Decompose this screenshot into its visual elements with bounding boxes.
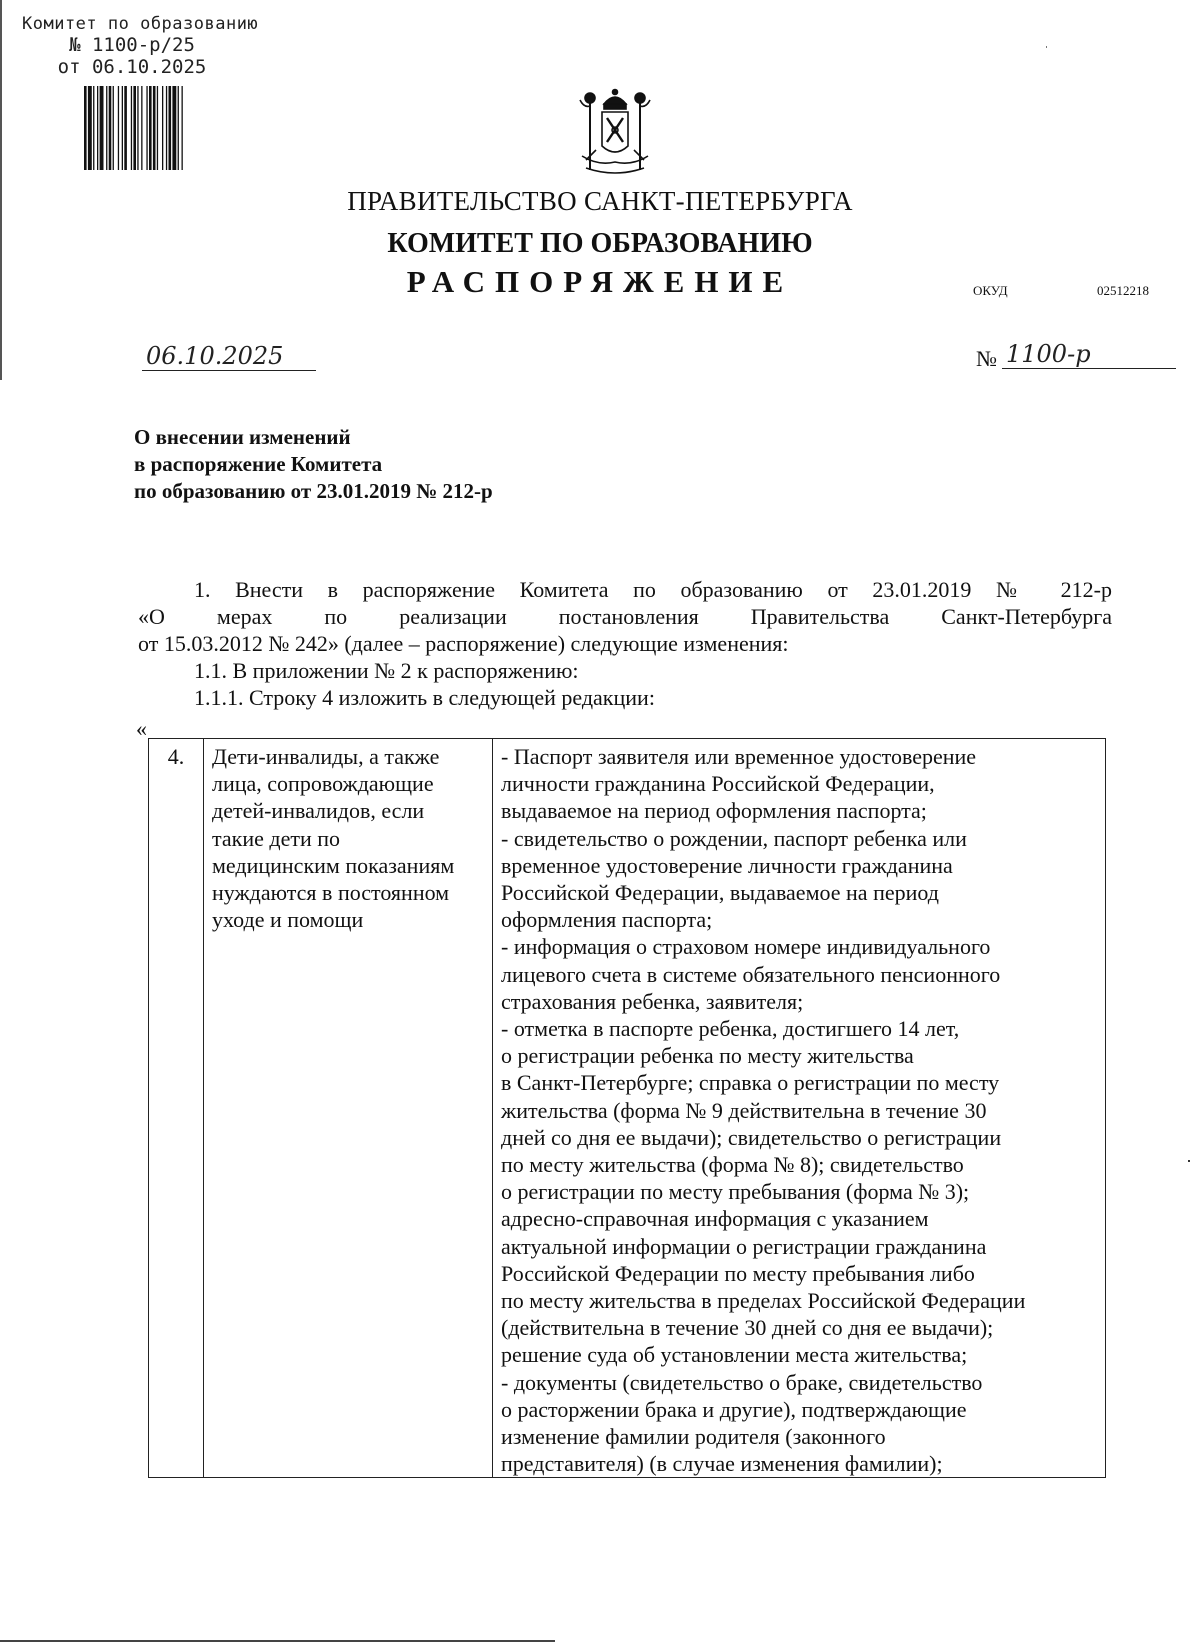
cell-text-line: уходе и помощи: [212, 907, 364, 933]
cell-text-line: дней со дня ее выдачи); свидетельство о регистрации: [501, 1124, 1002, 1150]
barcode-bar: [172, 86, 176, 170]
cell-text-line: изменение фамилии родителя (законного: [501, 1424, 886, 1450]
okud-label: ОКУД: [973, 283, 1008, 298]
barcode-bar: [166, 86, 167, 170]
paragraph-1-line-1: 1. Внести в распоряжение Комитета по образованию от 23.01.2019 № 212-р: [194, 577, 1112, 602]
cell-text-line: о регистрации по месту пребывания (форма № 3);: [501, 1179, 970, 1205]
cell-text-line: оформления паспорта;: [501, 907, 713, 933]
cell-text-line: в Санкт-Петербурге; справка о регистрации по месту: [501, 1070, 1000, 1096]
barcode-bar: [113, 86, 114, 170]
barcode-bar: [106, 86, 107, 170]
barcode-bar: [124, 86, 127, 170]
cell-text-line: по месту жительства (форма № 8); свидетельство: [501, 1152, 964, 1178]
paragraph-1-1: 1.1. В приложении № 2 к распоряжению:: [194, 658, 579, 683]
subject-line: по образованию от 23.01.2019 № 212-р: [134, 479, 493, 503]
cell-text-line: лицевого счета в системе обязательного пенсионного: [501, 961, 1001, 987]
barcode-bar: [100, 86, 104, 170]
paragraph-1-line-3: от 15.03.2012 № 242» (далее – распоряжение) следующие изменения:: [138, 631, 789, 656]
document-number: 1100-р: [1002, 340, 1176, 369]
barcode-bar: [118, 86, 119, 170]
cell-text-line: Российской Федерации, выдаваемое на период: [501, 880, 939, 906]
cell-text-line: - документы (свидетельство о браке, свидетельство: [501, 1369, 983, 1395]
table-row: [149, 739, 1106, 1478]
barcode: [82, 86, 248, 170]
coat-of-arms-emblem: [574, 86, 656, 182]
barcode-bar: [137, 86, 138, 170]
cell-text-line: по месту жительства в пределах Российской Федерации: [501, 1288, 1026, 1314]
subject-line: О внесении изменений: [134, 425, 351, 449]
barcode-bar: [169, 86, 172, 170]
cell-text-line: решение суда об установлении места жительства;: [501, 1342, 968, 1368]
cell-text-line: жительства (форма № 9 действительна в течение 30: [501, 1097, 987, 1123]
cell-text-line: - Паспорт заявителя или временное удостоверение: [501, 744, 977, 769]
row-number-cell: 4.: [149, 739, 204, 1478]
barcode-bar: [153, 86, 156, 170]
paragraph-1-1-1: 1.1.1. Строку 4 изложить в следующей редакции:: [194, 685, 655, 710]
cell-text-line: медицинским показаниям: [212, 852, 455, 878]
barcode-bar: [182, 86, 183, 170]
committee-title: КОМИТЕТ ПО ОБРАЗОВАНИЮ: [387, 228, 813, 259]
barcode-bar: [93, 86, 94, 170]
paragraph-1-line-2: «О мерах по реализации постановления Правительства Санкт-Петербурга: [138, 604, 1112, 629]
amendment-table: [148, 738, 1106, 1478]
cell-text-line: детей-инвалидов, если: [212, 798, 425, 824]
barcode-bar: [141, 86, 142, 170]
number-label: №: [976, 346, 997, 371]
barcode-bar: [122, 86, 123, 170]
cell-text-line: - информация о страховом номере индивидуального: [501, 934, 991, 960]
cell-text-line: такие дети по: [212, 825, 340, 851]
cell-text-line: актуальной информации о регистрации гражданина: [501, 1233, 987, 1259]
cell-text-line: личности гражданина Российской Федерации,: [501, 771, 935, 797]
cell-text-line: Российской Федерации по месту пребывания либо: [501, 1260, 975, 1286]
cell-text-line: адресно-справочная информация с указанием: [501, 1206, 929, 1232]
cell-text-line: нуждаются в постоянном: [212, 880, 450, 906]
barcode-bar: [146, 86, 147, 170]
barcode-bar: [109, 86, 112, 170]
registration-stamp: [22, 14, 302, 78]
scan-bottom-line: [0, 1640, 555, 1642]
document-body: [138, 576, 1112, 711]
stamp-line-1: Комитет по образованию: [22, 14, 259, 34]
scan-speck: [1046, 46, 1047, 48]
barcode-bar: [149, 86, 152, 170]
cell-text-line: Дети-инвалиды, а также: [212, 744, 440, 769]
cell-text-line: - свидетельство о рождении, паспорт ребенка или: [501, 825, 967, 851]
barcode-bar: [131, 86, 132, 170]
cell-text-line: - отметка в паспорте ребенка, достигшего 14 лет,: [501, 1016, 960, 1042]
document-subject: [134, 424, 493, 505]
stamp-line-3: от 06.10.2025: [57, 56, 207, 78]
cell-text-line: лица, сопровождающие: [212, 771, 434, 797]
cell-text-line: о регистрации ребенка по месту жительства: [501, 1043, 914, 1069]
scan-speck: [1188, 1160, 1190, 1162]
barcode-bar: [97, 86, 98, 170]
cell-text-line: страхования ребенка, заявителя;: [501, 988, 804, 1014]
document-date: 06.10.2025: [142, 342, 316, 371]
cell-text-line: выдаваемое на период оформления паспорта;: [501, 798, 927, 824]
barcode-bar: [162, 86, 163, 170]
cell-text-line: представителя) (в случае изменения фамилии);: [501, 1451, 943, 1477]
barcode-bar: [88, 86, 92, 170]
category-cell: [204, 739, 493, 1478]
opening-quote: «: [136, 716, 147, 741]
cell-text-line: о расторжении брака и другие), подтверждающие: [501, 1396, 967, 1422]
documents-cell: [493, 739, 1106, 1478]
barcode-bar: [84, 86, 87, 170]
government-title: ПРАВИТЕЛЬСТВО САНКТ-ПЕТЕРБУРГА: [347, 186, 853, 216]
cell-text-line: (действительна в течение 30 дней со дня ее выдачи);: [501, 1315, 994, 1341]
barcode-bar: [178, 86, 179, 170]
barcode-bar: [157, 86, 158, 170]
subject-line: в распоряжение Комитета: [134, 452, 383, 476]
okud-code: 02512218: [1097, 283, 1149, 298]
stamp-line-2: № 1100-р/25: [69, 34, 195, 56]
barcode-bar: [133, 86, 136, 170]
cell-text-line: временное удостоверение личности гражданина: [501, 852, 953, 878]
document-type: РАСПОРЯЖЕНИЕ: [406, 264, 794, 299]
